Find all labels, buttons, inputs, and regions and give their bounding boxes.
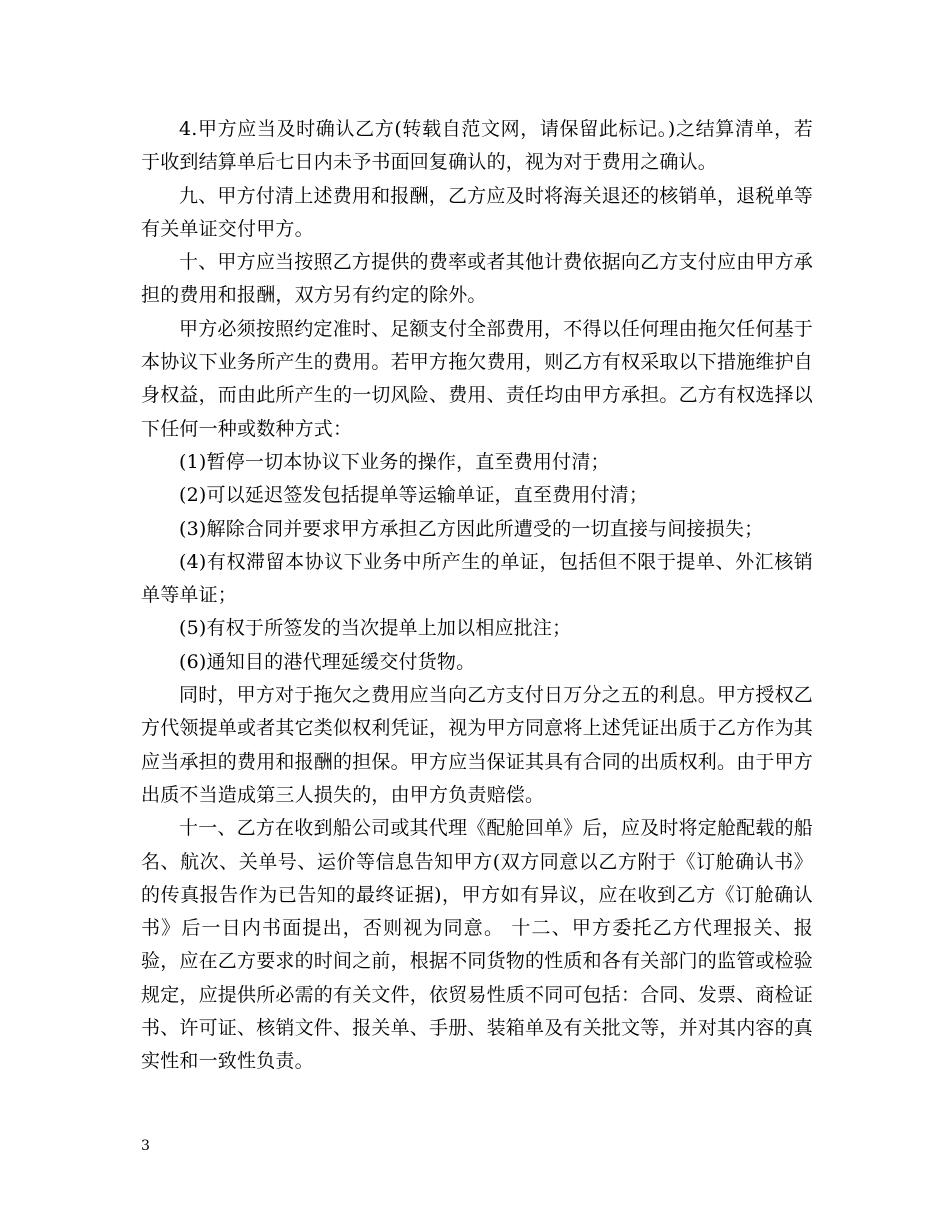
paragraph-clause-9: 九、甲方付清上述费用和报酬，乙方应及时将海关退还的核销单，退税单等有关单证交付甲方。 xyxy=(141,184,813,240)
paragraph-payment-obligation: 甲方必须按照约定准时、足额支付全部费用，不得以任何理由拖欠任何基于本协议下业务所产生的费用。若甲方拖欠费用，则乙方有权采取以下措施维护自身权益，而由此所产生的一切风险、费用、责任均由甲方承担。乙方有权选择以下任何一种或数种方式： xyxy=(141,317,814,440)
paragraph-clause-10: 十、甲方应当按照乙方提供的费率或者其他计费依据向乙方支付应由甲方承担的费用和报酬，双方另有约定的除外。 xyxy=(141,251,813,307)
list-item-measure-6: (6)通知目的港代理延缓交付货物。 xyxy=(179,650,476,673)
list-item-measure-3: (3)解除合同并要求甲方承担乙方因此所遭受的一切直接与间接损失； xyxy=(179,517,764,540)
list-item-measure-2: (2)可以延迟签发包括提单等运输单证，直至费用付清； xyxy=(179,484,649,507)
paragraph-interest-and-pledge: 同时，甲方对于拖欠之费用应当向乙方支付日万分之五的利息。甲方授权乙方代领提单或者其它类似权利凭证，视为甲方同意将上述凭证出质于乙方作为其应当承担的费用和报酬的担保。甲方应当保证其具有合同的出质权利。由于甲方出质不当造成第三人损失的，由甲方负责赔偿。 xyxy=(141,684,814,806)
paragraph-clause-11-12: 十一、乙方在收到船公司或其代理《配舱回单》后，应及时将定舱配载的船名、航次、关单号、运价等信息告知甲方(双方同意以乙方附于《订舱确认书》的传真报告作为已告知的最终证据)，甲方如有异议，应在收到乙方《订舱确认书》后一日内书面提出，否则视为同意。 十二、甲方委托乙方代理报关、报验，应在乙方要求的时间之前，根据不同货物的性质和各有关部门的监管或检验规定，应提供所必需的有关文件，依贸易性质不同可包括：合同、发票、商检证书、许可证、核销文件、报关单、手册、装箱单及有关批文等，并对其内容的真实性和一致性负责。 xyxy=(141,817,814,1073)
page-number: 3 xyxy=(141,1138,150,1154)
list-item-measure-1: (1)暂停一切本协议下业务的操作，直至费用付清； xyxy=(179,450,610,473)
paragraph-settlement-confirmation: 4.甲方应当及时确认乙方(转载自范文网，请保留此标记。)之结算清单，若于收到结算单后七日内未予书面回复确认的，视为对于费用之确认。 xyxy=(141,118,813,174)
list-item-measure-5: (5)有权于所签发的当次提单上加以相应批注； xyxy=(179,617,572,640)
list-item-measure-4: (4)有权滞留本协议下业务中所产生的单证，包括但不限于提单、外汇核销单等单证； xyxy=(141,550,813,607)
document-body xyxy=(141,113,813,1079)
